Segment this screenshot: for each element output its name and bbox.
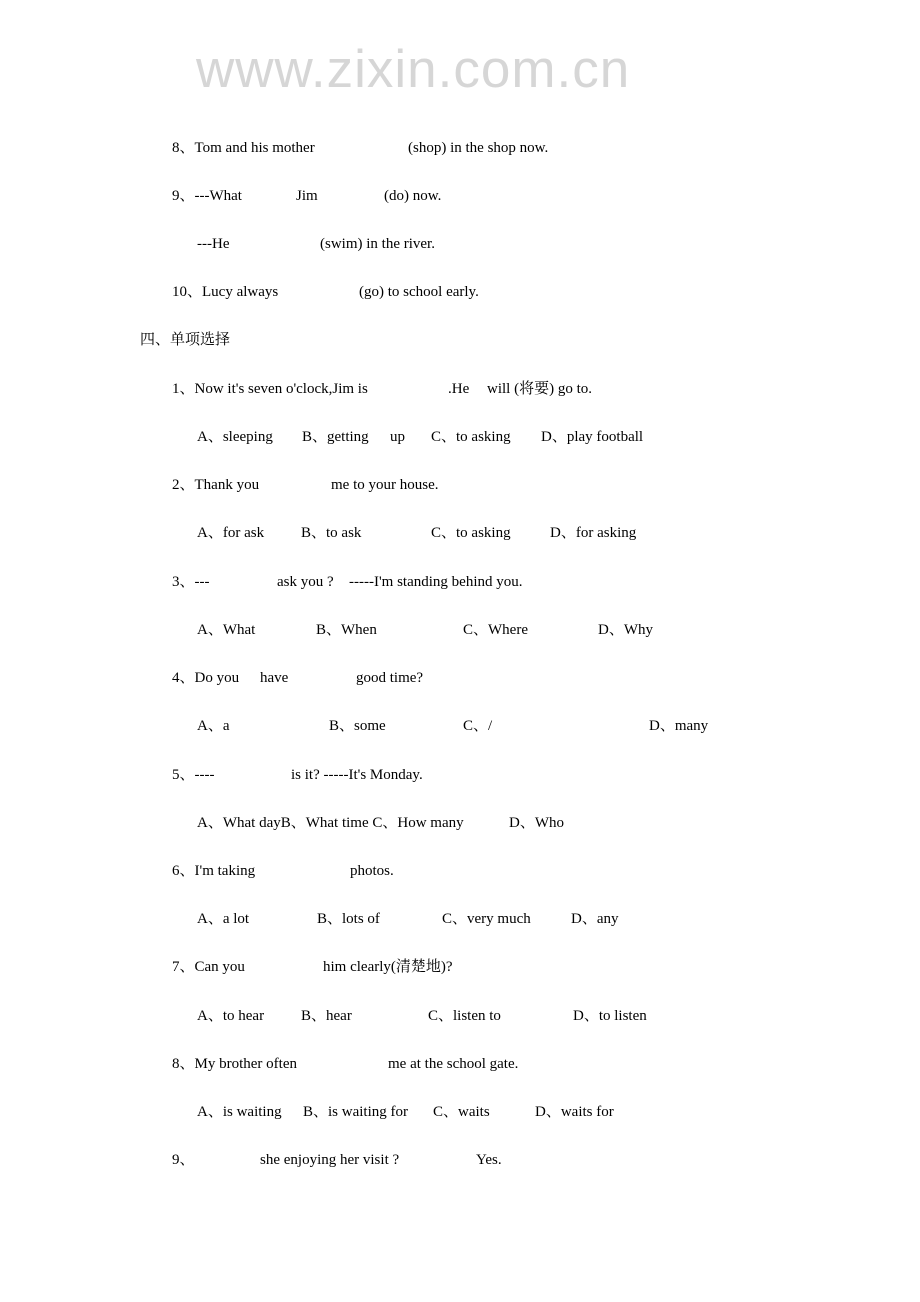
text-segment: B、getting bbox=[302, 429, 369, 445]
text-segment: him clearly(清楚地)? bbox=[323, 959, 453, 975]
text-segment: D、waits for bbox=[535, 1104, 614, 1120]
document-line bbox=[0, 1150, 920, 1170]
text-segment: A、sleeping bbox=[197, 429, 273, 445]
text-segment: A、a lot bbox=[197, 911, 250, 927]
document-line bbox=[0, 813, 920, 833]
text-segment: A、is waiting bbox=[197, 1104, 282, 1120]
text-segment: D、for asking bbox=[550, 525, 637, 541]
watermark: www.zixin.com.cn bbox=[196, 40, 631, 99]
text-segment: 4、Do you bbox=[172, 670, 240, 686]
document-line bbox=[0, 379, 920, 399]
section-heading bbox=[0, 330, 920, 350]
text-segment: B、lots of bbox=[317, 911, 380, 927]
text-segment: 5、---- bbox=[172, 767, 215, 783]
document-line bbox=[0, 282, 920, 302]
text-segment: D、Why bbox=[598, 622, 653, 638]
document-line bbox=[0, 1054, 920, 1074]
text-segment: (do) now. bbox=[384, 188, 442, 204]
text-segment: 3、--- bbox=[172, 574, 210, 590]
text-segment: 6、I'm taking bbox=[172, 863, 256, 879]
text-segment: -----I'm standing behind you. bbox=[349, 574, 523, 590]
text-segment: C、very much bbox=[442, 911, 531, 927]
text-segment: C、listen to bbox=[428, 1008, 501, 1024]
text-segment: C、waits bbox=[433, 1104, 490, 1120]
document-line bbox=[0, 1102, 920, 1122]
document-line bbox=[0, 861, 920, 881]
text-segment: D、play football bbox=[541, 429, 644, 445]
text-segment: B、hear bbox=[301, 1008, 352, 1024]
document-line bbox=[0, 1006, 920, 1026]
text-segment: A、a bbox=[197, 718, 230, 734]
text-segment: photos. bbox=[350, 863, 394, 879]
text-segment: A、to hear bbox=[197, 1008, 265, 1024]
text-segment: have bbox=[260, 670, 289, 686]
text-segment: D、Who bbox=[509, 815, 564, 831]
document-line bbox=[0, 957, 920, 977]
text-segment: D、many bbox=[649, 718, 709, 734]
text-segment: C、to asking bbox=[431, 525, 511, 541]
text-segment: 2、Thank you bbox=[172, 477, 260, 493]
document-line bbox=[0, 620, 920, 640]
text-segment: (go) to school early. bbox=[359, 284, 479, 300]
text-segment: ask you ? bbox=[277, 574, 334, 590]
document-line bbox=[0, 234, 920, 254]
text-segment: 8、My brother often bbox=[172, 1056, 297, 1072]
text-segment: Jim bbox=[296, 188, 318, 204]
document-line bbox=[0, 668, 920, 688]
text-segment: A、What dayB、What time C、How many bbox=[197, 815, 464, 831]
text-segment: ---He bbox=[197, 236, 230, 252]
text-segment: B、to ask bbox=[301, 525, 362, 541]
text-segment: 9、---What bbox=[172, 188, 242, 204]
text-segment: C、to asking bbox=[431, 429, 511, 445]
text-segment: me to your house. bbox=[331, 477, 439, 493]
document-line bbox=[0, 186, 920, 206]
text-segment: good time? bbox=[356, 670, 424, 686]
document-line bbox=[0, 909, 920, 929]
document-line bbox=[0, 572, 920, 592]
text-segment: she enjoying her visit ? bbox=[260, 1152, 400, 1168]
text-segment: 1、Now it's seven o'clock,Jim is bbox=[172, 381, 368, 397]
text-segment: (shop) in the shop now. bbox=[408, 140, 549, 156]
text-segment: B、some bbox=[329, 718, 386, 734]
text-segment: up bbox=[390, 429, 405, 445]
text-segment: B、When bbox=[316, 622, 377, 638]
text-segment: .He bbox=[448, 381, 470, 397]
text-segment: 8、Tom and his mother bbox=[172, 140, 315, 156]
document-line bbox=[0, 716, 920, 736]
document-line bbox=[0, 138, 920, 158]
text-segment: is it? -----It's Monday. bbox=[291, 767, 423, 783]
text-segment: 四、单项选择 bbox=[140, 332, 231, 348]
text-segment: 9、 bbox=[172, 1152, 195, 1168]
text-segment: C、Where bbox=[463, 622, 528, 638]
document-line bbox=[0, 765, 920, 785]
text-segment: A、for ask bbox=[197, 525, 265, 541]
text-segment: D、any bbox=[571, 911, 619, 927]
document-line bbox=[0, 475, 920, 495]
text-segment: me at the school gate. bbox=[388, 1056, 519, 1072]
text-segment: will (将要) go to. bbox=[487, 381, 592, 397]
text-segment: Yes. bbox=[476, 1152, 502, 1168]
document-line bbox=[0, 523, 920, 543]
document-line bbox=[0, 427, 920, 447]
text-segment: A、What bbox=[197, 622, 256, 638]
text-segment: 10、Lucy always bbox=[172, 284, 279, 300]
text-segment: D、to listen bbox=[573, 1008, 647, 1024]
text-segment: (swim) in the river. bbox=[320, 236, 435, 252]
text-segment: 7、Can you bbox=[172, 959, 245, 975]
text-segment: C、/ bbox=[463, 718, 493, 734]
text-segment: B、is waiting for bbox=[303, 1104, 408, 1120]
